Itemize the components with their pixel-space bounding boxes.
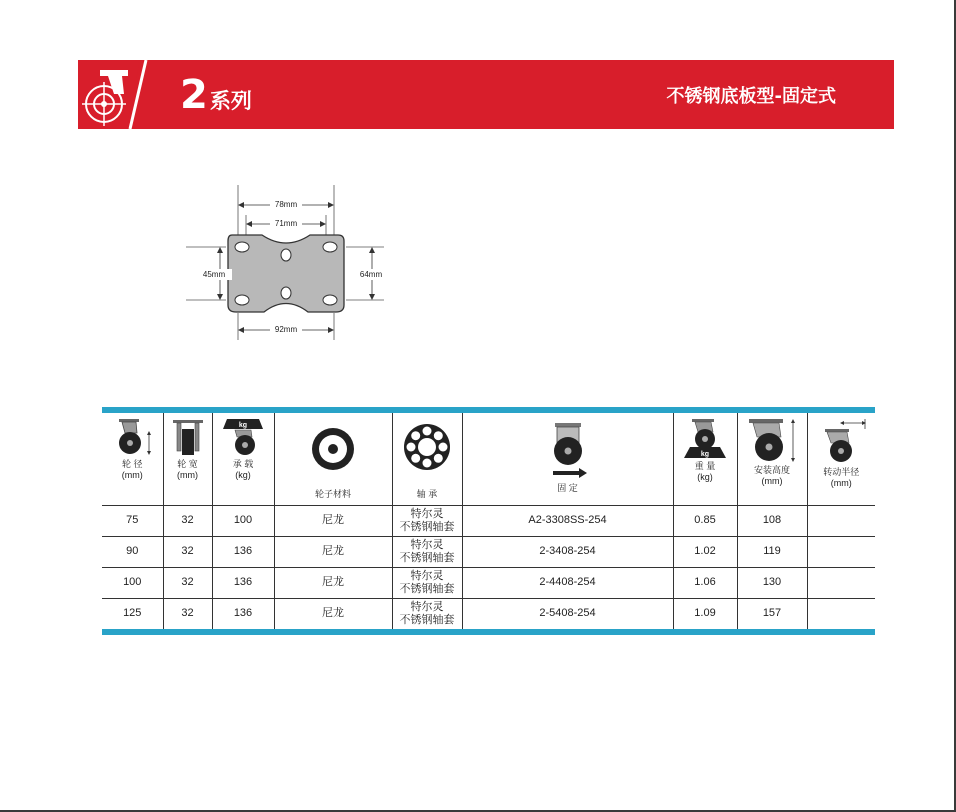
cell-width: 32 — [163, 567, 212, 598]
cell-width: 32 — [163, 536, 212, 567]
cell-load: 136 — [212, 536, 274, 567]
header-banner — [78, 60, 894, 129]
table-bottom-bar — [102, 629, 875, 635]
caster-logo-icon — [78, 60, 168, 129]
cell-material: 尼龙 — [274, 567, 392, 598]
dim-bottom-width: 92mm — [274, 325, 298, 334]
header-wheel-width — [163, 413, 212, 505]
mounting-height-icon — [743, 417, 801, 463]
cell-bearing-line2: 不锈钢轴套 — [399, 582, 455, 595]
header-weight-label: 重 量 — [694, 461, 716, 471]
table-row — [102, 505, 875, 536]
dim-top-outer: 78mm — [274, 200, 298, 209]
header-wheel-dia-label: 轮 径 — [121, 459, 143, 469]
header-load-label: 承 载 — [232, 459, 254, 469]
cell-bearing-line1: 特尔灵 — [410, 569, 444, 582]
cell-radius — [807, 505, 875, 536]
header-height-label: 安装高度 — [753, 465, 790, 475]
cell-bearing — [392, 536, 462, 567]
cell-load: 100 — [212, 505, 274, 536]
cell-radius — [807, 567, 875, 598]
load-kg-badge: kg — [238, 422, 248, 429]
table-header-row — [102, 413, 875, 505]
spec-table — [102, 407, 875, 635]
series-label: 系列 — [209, 89, 252, 113]
cell-model: A2-3308SS-254 — [462, 505, 673, 536]
cell-height: 119 — [737, 536, 807, 567]
cell-bearing — [392, 567, 462, 598]
cell-material: 尼龙 — [274, 536, 392, 567]
series-heading — [180, 72, 252, 118]
plate-diagram — [180, 185, 400, 350]
cell-weight: 0.85 — [673, 505, 737, 536]
wheel-width-icon — [168, 417, 208, 457]
cell-bearing-line1: 特尔灵 — [410, 538, 444, 551]
cell-dia: 100 — [102, 567, 163, 598]
series-number: 2 — [180, 72, 208, 118]
cell-height: 157 — [737, 598, 807, 629]
cell-model: 2-4408-254 — [462, 567, 673, 598]
dim-top-inner: 71mm — [274, 219, 298, 228]
swivel-radius-icon — [813, 417, 869, 465]
header-load-unit: (kg) — [235, 470, 251, 480]
header-height-unit: (mm) — [761, 476, 783, 486]
page-title: 不锈钢底板型-固定式 — [666, 86, 836, 107]
weight-kg-badge: kg — [700, 451, 710, 458]
cell-dia: 75 — [102, 505, 163, 536]
header-wheel-dia — [102, 413, 163, 505]
caster-weight-icon — [680, 417, 730, 459]
header-weight-unit: (kg) — [697, 472, 713, 482]
header-radius — [807, 413, 875, 505]
cell-load: 136 — [212, 598, 274, 629]
table-row — [102, 536, 875, 567]
cell-dia: 125 — [102, 598, 163, 629]
header-radius-label: 转动半径 — [823, 467, 860, 477]
cell-material: 尼龙 — [274, 505, 392, 536]
cell-bearing-line2: 不锈钢轴套 — [399, 520, 455, 533]
header-radius-unit: (mm) — [830, 478, 852, 488]
cell-bearing — [392, 598, 462, 629]
header-load — [212, 413, 274, 505]
cell-dia: 90 — [102, 536, 163, 567]
cell-model: 2-5408-254 — [462, 598, 673, 629]
cell-weight: 1.06 — [673, 567, 737, 598]
header-wheel-width-label: 轮 宽 — [177, 459, 198, 469]
header-fixed-label: 固 定 — [557, 483, 578, 493]
cell-width: 32 — [163, 598, 212, 629]
dim-right-height: 64mm — [359, 270, 383, 279]
cell-model: 2-3408-254 — [462, 536, 673, 567]
wheel-material-icon — [308, 423, 358, 475]
cell-width: 32 — [163, 505, 212, 536]
header-fixed — [462, 413, 673, 505]
cell-bearing-line1: 特尔灵 — [410, 507, 444, 520]
load-weight-icon — [219, 417, 267, 457]
cell-material: 尼龙 — [274, 598, 392, 629]
header-material-label: 轮子材料 — [314, 489, 351, 499]
cell-load: 136 — [212, 567, 274, 598]
fixed-caster-icon — [543, 421, 593, 481]
plate-drawing — [180, 185, 400, 350]
header-weight — [673, 413, 737, 505]
header-height — [737, 413, 807, 505]
header-wheel-width-unit: (mm) — [177, 470, 198, 480]
table-row — [102, 567, 875, 598]
header-wheel-dia-unit: (mm) — [121, 470, 143, 480]
ball-bearing-icon — [401, 421, 453, 473]
wheel-diameter-icon — [109, 417, 155, 457]
cell-bearing-line1: 特尔灵 — [410, 600, 444, 613]
header-bearing-label: 轴 承 — [416, 489, 438, 499]
cell-height: 108 — [737, 505, 807, 536]
header-material — [274, 413, 392, 505]
header-bearing — [392, 413, 462, 505]
cell-weight: 1.02 — [673, 536, 737, 567]
cell-height: 130 — [737, 567, 807, 598]
cell-bearing-line2: 不锈钢轴套 — [399, 613, 455, 626]
cell-bearing-line2: 不锈钢轴套 — [399, 551, 455, 564]
cell-bearing — [392, 505, 462, 536]
table-row — [102, 598, 875, 629]
dim-left-height: 45mm — [202, 270, 226, 279]
cell-radius — [807, 598, 875, 629]
cell-radius — [807, 536, 875, 567]
cell-weight: 1.09 — [673, 598, 737, 629]
